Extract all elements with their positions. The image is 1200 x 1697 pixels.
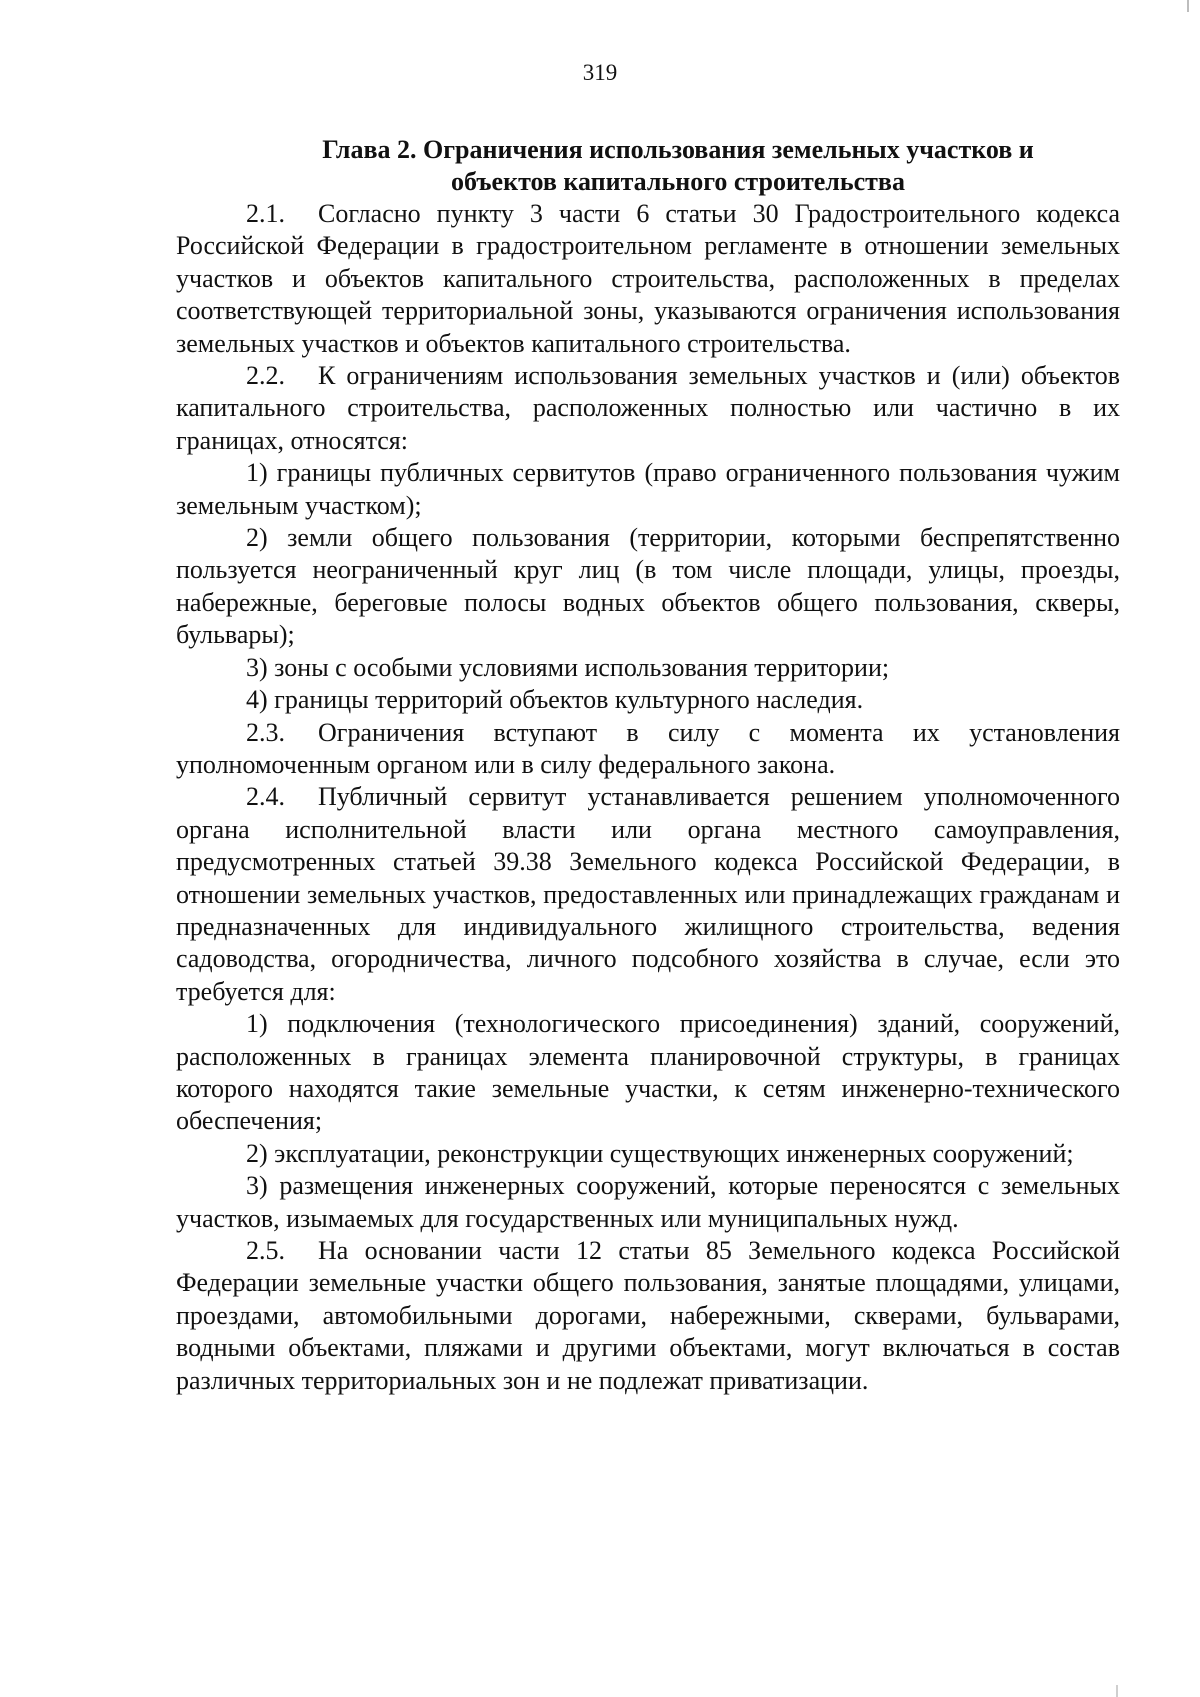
paragraph-text: Согласно пункту 3 части 6 статьи 30 Градостроительного кодекса Российской Федерации в градостроительном регламенте в отношении земельных участков и объектов капитального строительства, расположенных в пределах соответствующей территориальной зоны, указываются ограничения использования земельных участков и объектов капитального строительства. [176,199,1120,358]
paragraph-2-2 [176,360,1120,457]
list-item-text: 2) эксплуатации, реконструкции существующих инженерных сооружений; [246,1138,1074,1168]
chapter-heading-line: объектов капитального строительства [451,167,905,196]
list-item [176,1138,1120,1170]
paragraph-2-4 [176,781,1120,1008]
paragraph-number: 2.4. [246,782,285,812]
paragraph-number: 2.1. [246,199,285,228]
paragraph-2-3 [176,717,1120,782]
page-number: 319 [582,60,618,85]
list-item-text: 3) зоны с особыми условиями использования территории; [246,652,890,682]
chapter-heading-line: Глава 2. Ограничения использования земельных участков и [322,135,1034,164]
list-item [176,1008,1120,1138]
list-item [176,652,1120,684]
paragraph-2-5 [176,1235,1120,1397]
list-item-text: 2) земли общего пользования (территории, которыми беспрепятственно пользуется неограниченный круг лиц (в том числе площади, улицы, проезды, набережные, береговые полосы водных объектов общего пользования, скверы, бульвары); [176,523,1120,650]
document-body [176,134,1120,1397]
paragraph-text: Публичный сервитут устанавливается решением уполномоченного органа исполнительной власти или органа местного самоуправления, предусмотренных статьей 39.38 Земельного кодекса Российской Федерации, в отношении земельных участков, предоставленных или принадлежащих гражданам и предназначенных для индивидуального жилищного строительства, ведения садоводства, огородничества, личного подсобного хозяйства в случае, если это требуется для: [176,782,1120,1006]
list-item [176,1170,1120,1235]
paragraph-number: 2.2. [246,361,285,391]
list-item-text: 1) границы публичных сервитутов (право ограниченного пользования чужим земельным участком); [176,458,1120,520]
list-item [176,684,1120,716]
paragraph-text: К ограничениям использования земельных участков и (или) объектов капитального строительства, расположенных полностью или частично в их границах, относятся: [176,361,1120,455]
paragraph-number: 2.5. [246,1236,285,1265]
paragraph-number: 2.3. [246,717,285,747]
list-item-text: 4) границы территорий объектов культурного наследия. [246,685,864,715]
scan-mark [1187,0,1189,12]
paragraph-text: Ограничения вступают в силу с момента их установления уполномоченным органом или в силу федерального закона. [176,717,1120,779]
paragraph-2-1 [176,198,1120,360]
scan-mark [1116,1685,1118,1697]
list-item [176,522,1120,652]
paragraph-text: На основании части 12 статьи 85 Земельного кодекса Российской Федерации земельные участки общего пользования, занятые площадями, улицами, проездами, автомобильными дорогами, набережными, скверами, бульварами, водными объектами, пляжами и другими объектами, могут включаться в состав различных территориальных зон и не подлежат приватизации. [176,1236,1120,1395]
list-item-text: 3) размещения инженерных сооружений, которые переносятся с земельных участков, изымаемых для государственных или муниципальных нужд. [176,1171,1120,1233]
list-item-text: 1) подключения (технологического присоединения) зданий, сооружений, расположенных в границах элемента планировочной структуры, в границах которого находятся такие земельные участки, к сетям инженерно-технического обеспечения; [176,1009,1120,1136]
list-item [176,457,1120,522]
chapter-heading [236,134,1120,198]
